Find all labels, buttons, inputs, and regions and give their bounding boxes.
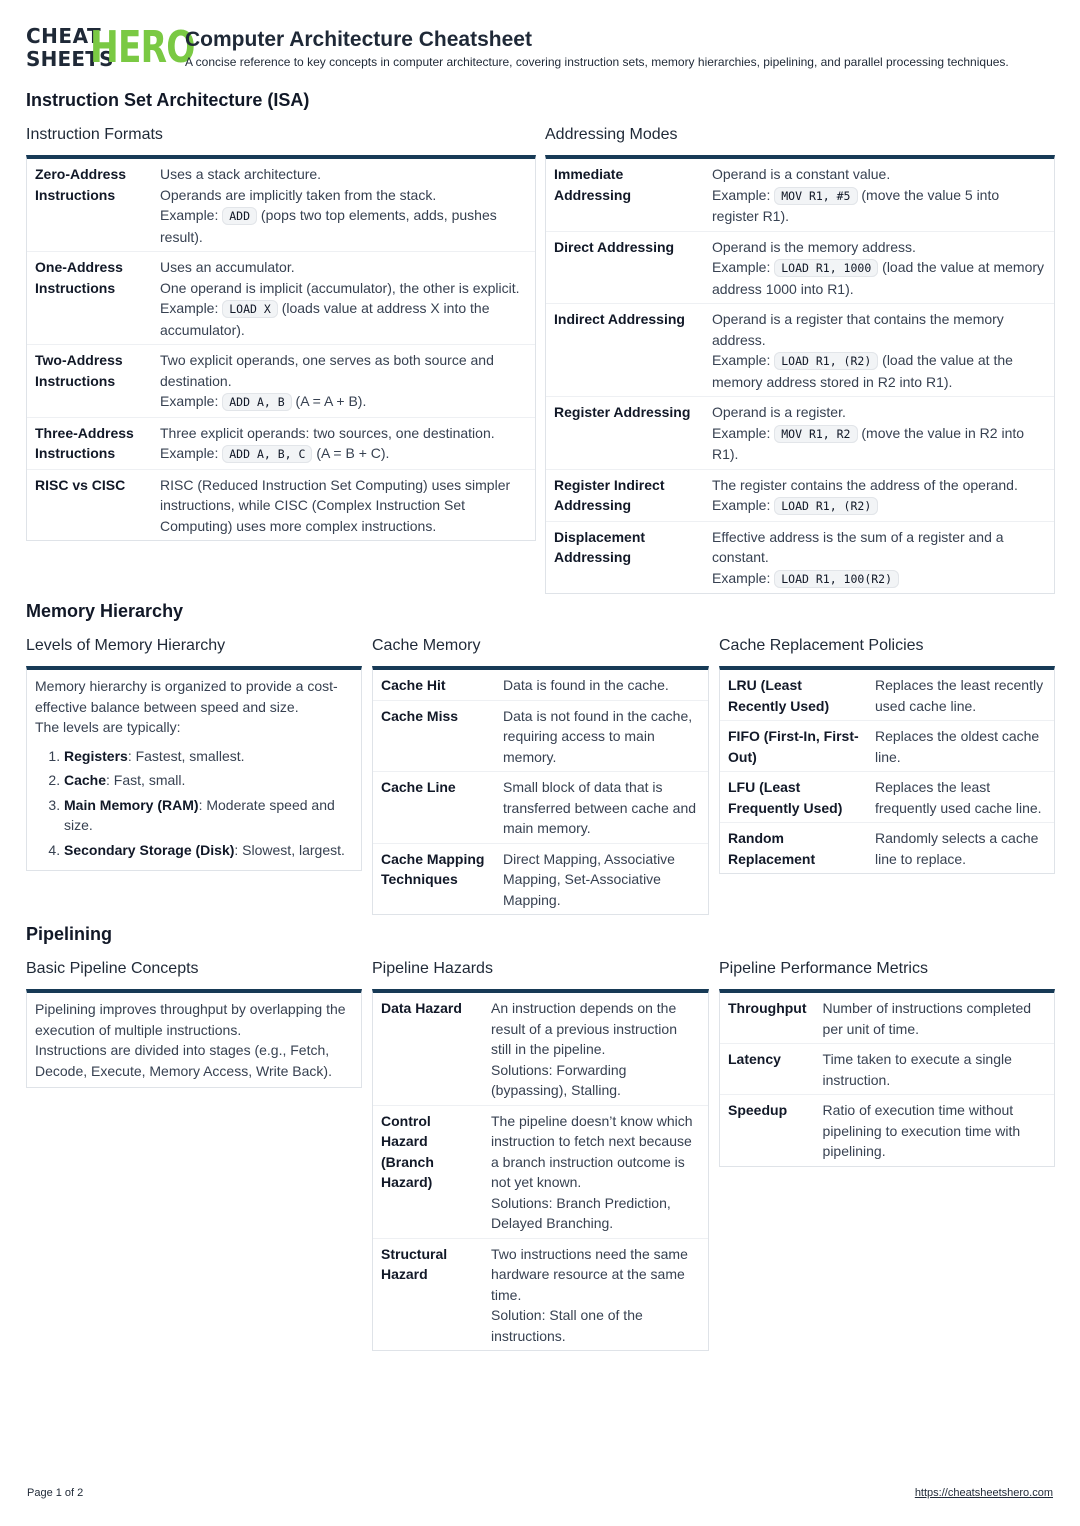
row-key: Register Addressing bbox=[546, 397, 704, 470]
row-line: Two explicit operands, one serves as both source and destination. bbox=[160, 352, 494, 389]
row-value bbox=[704, 304, 1054, 397]
row-line: Uses an accumulator. bbox=[160, 259, 295, 275]
example-note: (move the value in R2 into R1). bbox=[712, 424, 1025, 462]
row-key: LRU (Least Recently Used) bbox=[728, 677, 830, 714]
level-name: Registers bbox=[64, 747, 128, 764]
row-line: An instruction depends on the result of a previous instruction still in the pipeline. bbox=[491, 1000, 677, 1057]
card-memory-levels bbox=[26, 666, 362, 871]
card-title-basic-pipeline: Basic Pipeline Concepts bbox=[26, 960, 199, 977]
row-key: Direct Addressing bbox=[546, 231, 704, 304]
row-key: Zero-Address Instructions bbox=[35, 166, 127, 203]
table-row bbox=[373, 843, 708, 914]
level-name: Cache bbox=[64, 772, 107, 788]
logo-text-hero: HERO bbox=[90, 22, 195, 73]
table-row bbox=[546, 469, 1054, 521]
row-value: Data is found in the cache. bbox=[503, 677, 669, 693]
table-row bbox=[546, 304, 1054, 397]
row-key: Register Indirect Addressing bbox=[546, 469, 704, 521]
row-value: Direct Mapping, Associative Mapping, Set-Associative Mapping. bbox=[495, 843, 708, 914]
card-title-pipeline-metrics: Pipeline Performance Metrics bbox=[719, 960, 928, 977]
example-note: (loads value at address X into the accumulator). bbox=[160, 300, 490, 338]
page-title: Computer Architecture Cheatsheet bbox=[185, 28, 532, 51]
example-label: Example: bbox=[712, 259, 771, 275]
code-snippet: LOAD R1, (R2) bbox=[774, 497, 878, 515]
code-snippet: LOAD R1, 1000 bbox=[774, 259, 878, 277]
row-value bbox=[152, 252, 535, 345]
row-value: Data is not found in the cache, requiring access to main memory. bbox=[495, 700, 708, 772]
row-key: One-Address Instructions bbox=[27, 252, 152, 345]
row-line: Operands are implicitly taken from the stack. bbox=[160, 186, 437, 203]
code-snippet: ADD bbox=[222, 207, 257, 225]
row-line: Two instructions need the same hardware resource at the same time. bbox=[491, 1245, 688, 1303]
row-key: Latency bbox=[720, 1044, 815, 1095]
table-row bbox=[720, 772, 1054, 823]
table-row bbox=[720, 721, 1054, 772]
example-label: Example: bbox=[160, 300, 219, 316]
row-value: Number of instructions completed per unit of time. bbox=[822, 1000, 1032, 1037]
row-key: Cache Mapping Techniques bbox=[373, 843, 495, 914]
row-line: Solutions: Branch Prediction, Delayed Branching. bbox=[491, 1194, 671, 1231]
example-label: Example: bbox=[712, 424, 771, 441]
memory-levels-list bbox=[35, 746, 353, 861]
card-cache-replacement bbox=[719, 666, 1055, 874]
table-row bbox=[546, 397, 1054, 470]
row-line: Operand is a constant value. bbox=[712, 166, 891, 182]
table-row bbox=[546, 521, 1054, 593]
example-label: Example: bbox=[712, 569, 771, 586]
row-key: LFU (Least Frequently Used) bbox=[720, 772, 867, 823]
table-row bbox=[720, 993, 1054, 1044]
intro-text: Memory hierarchy is organized to provide a cost-effective balance between speed and size. bbox=[35, 678, 338, 715]
code-snippet: MOV R1, R2 bbox=[774, 425, 857, 443]
row-line: The pipeline doesn’t know which instruction to fetch next because a branch instruction outcome is not yet known. bbox=[491, 1112, 693, 1190]
example-note: (move the value 5 into register R1). bbox=[712, 186, 1000, 224]
list-item bbox=[64, 795, 353, 836]
row-line: Uses a stack architecture. bbox=[160, 166, 322, 182]
card-title-addressing-modes: Addressing Modes bbox=[545, 126, 678, 143]
row-line: Instructions are divided into stages (e.g., Fetch, Decode, Execute, Memory Access, Write Back). bbox=[35, 1042, 332, 1079]
example-label: Example: bbox=[160, 393, 219, 409]
example-label: Example: bbox=[712, 497, 771, 513]
code-snippet: ADD A, B, C bbox=[222, 445, 312, 463]
card-cache-memory bbox=[372, 666, 709, 915]
row-key: Control Hazard (Branch Hazard) bbox=[373, 1105, 483, 1238]
card-title-cache-replacement: Cache Replacement Policies bbox=[719, 637, 924, 654]
table-row bbox=[546, 231, 1054, 304]
row-value bbox=[704, 159, 1054, 231]
row-value bbox=[152, 345, 535, 418]
row-key: RISC vs CISC bbox=[27, 469, 152, 540]
table-row bbox=[373, 772, 708, 844]
table-row bbox=[373, 700, 708, 772]
row-key: Throughput bbox=[728, 1000, 807, 1016]
code-snippet: LOAD R1, (R2) bbox=[774, 352, 878, 370]
row-value bbox=[483, 993, 708, 1105]
section-title-memory-hierarchy: Memory Hierarchy bbox=[26, 601, 184, 621]
row-key: Random Replacement bbox=[720, 823, 867, 874]
table-row bbox=[27, 345, 535, 418]
row-line: Solutions: Forwarding (bypassing), Stalling. bbox=[491, 1061, 627, 1098]
table-row bbox=[720, 1095, 1054, 1166]
row-line: Three explicit operands: two sources, one destination. bbox=[160, 424, 495, 441]
card-title-cache-memory: Cache Memory bbox=[372, 637, 481, 654]
row-key: Immediate Addressing bbox=[554, 166, 632, 203]
row-value: Small block of data that is transferred between cache and main memory. bbox=[495, 772, 708, 844]
list-item bbox=[64, 746, 353, 767]
row-key: Two-Address Instructions bbox=[27, 345, 152, 418]
intro-text: The levels are typically: bbox=[35, 719, 181, 735]
code-snippet: ADD A, B bbox=[222, 393, 291, 411]
page-number: Page 1 of 2 bbox=[27, 1487, 84, 1499]
row-value bbox=[704, 469, 1054, 521]
list-item bbox=[64, 840, 353, 861]
row-value bbox=[704, 231, 1054, 304]
row-value bbox=[152, 417, 535, 469]
row-value: Time taken to execute a single instruction. bbox=[815, 1044, 1054, 1095]
row-line: Operand is the memory address. bbox=[712, 238, 916, 255]
card-basic-pipeline bbox=[26, 989, 362, 1088]
row-key: Cache Line bbox=[373, 772, 495, 844]
card-pipeline-hazards bbox=[372, 989, 709, 1351]
row-key: Cache Miss bbox=[373, 700, 495, 772]
level-name: Main Memory (RAM) bbox=[64, 796, 199, 813]
page-subtitle: A concise reference to key concepts in computer architecture, covering instruction sets, memory hierarchies, pipelining, and parallel processing techniques. bbox=[185, 55, 1009, 69]
level-desc: : Fastest, smallest. bbox=[127, 747, 245, 764]
row-key: Cache Hit bbox=[381, 677, 446, 693]
level-desc: : Moderate speed and size. bbox=[64, 796, 335, 833]
row-line: The register contains the address of the operand. bbox=[712, 476, 1018, 493]
cheatsheetshero-logo[interactable] bbox=[26, 22, 195, 73]
level-desc: : Fast, small. bbox=[106, 772, 186, 788]
row-key: FIFO (First-In, First-Out) bbox=[720, 721, 867, 772]
row-key: Data Hazard bbox=[381, 1000, 462, 1016]
page-header bbox=[26, 22, 1066, 73]
table-row bbox=[27, 417, 535, 469]
card-addressing-modes bbox=[545, 155, 1055, 594]
code-snippet: LOAD X bbox=[222, 300, 278, 318]
row-value: Ratio of execution time without pipelining to execution time with pipelining. bbox=[815, 1095, 1054, 1166]
row-line: Operand is a register. bbox=[712, 404, 846, 420]
row-line: Operand is a register that contains the memory address. bbox=[712, 311, 1004, 348]
row-line: Pipelining improves throughput by overlapping the execution of multiple instructions. bbox=[35, 1001, 346, 1038]
row-value bbox=[704, 397, 1054, 470]
row-value: Replaces the oldest cache line. bbox=[867, 721, 1054, 772]
row-key: Indirect Addressing bbox=[546, 304, 704, 397]
row-value: Randomly selects a cache line to replace. bbox=[867, 823, 1054, 874]
example-note: (A = A + B). bbox=[295, 393, 367, 409]
example-label: Example: bbox=[712, 186, 771, 203]
table-row bbox=[373, 1105, 708, 1238]
code-snippet: LOAD R1, 100(R2) bbox=[774, 570, 899, 588]
card-title-memory-levels: Levels of Memory Hierarchy bbox=[26, 637, 226, 654]
row-key: Structural Hazard bbox=[373, 1238, 483, 1350]
logo-text-sheets: SHEETS bbox=[26, 47, 114, 71]
row-value bbox=[483, 1105, 708, 1238]
row-key: Three-Address Instructions bbox=[27, 417, 152, 469]
card-title-instruction-formats: Instruction Formats bbox=[26, 126, 163, 143]
example-label: Example: bbox=[160, 445, 219, 461]
card-title-pipeline-hazards: Pipeline Hazards bbox=[372, 960, 493, 977]
example-note: (load the value at memory address 1000 into R1). bbox=[712, 259, 1045, 297]
row-value bbox=[152, 159, 535, 252]
table-row bbox=[373, 993, 708, 1105]
row-line: Effective address is the sum of a register and a constant. bbox=[712, 528, 1004, 565]
table-row bbox=[27, 252, 535, 345]
example-note: (pops two top elements, adds, pushes result). bbox=[160, 207, 497, 245]
row-value: RISC (Reduced Instruction Set Computing) uses simpler instructions, while CISC (Complex Instruction Set Computing) uses more complex instructions. bbox=[152, 469, 535, 540]
section-title-pipelining: Pipelining bbox=[26, 924, 113, 944]
table-row bbox=[720, 670, 1054, 721]
table-row bbox=[27, 469, 535, 540]
table-row bbox=[720, 1044, 1054, 1095]
card-instruction-formats bbox=[26, 155, 536, 541]
logo-text-cheat: CHEAT bbox=[26, 24, 102, 48]
example-note: (load the value at the memory address stored in R2 into R1). bbox=[712, 352, 1013, 390]
footer-link[interactable]: https://cheatsheetshero.com bbox=[914, 1487, 1053, 1499]
row-value: Replaces the least frequently used cache line. bbox=[867, 772, 1054, 823]
row-value bbox=[483, 1238, 708, 1350]
card-pipeline-metrics bbox=[719, 989, 1055, 1167]
example-label: Example: bbox=[712, 352, 771, 368]
list-item bbox=[64, 770, 353, 791]
section-title-isa: Instruction Set Architecture (ISA) bbox=[26, 90, 310, 110]
row-line: Solution: Stall one of the instructions. bbox=[491, 1307, 643, 1344]
row-value bbox=[704, 521, 1054, 593]
example-label: Example: bbox=[160, 207, 219, 223]
basic-pipeline-text bbox=[27, 993, 361, 1087]
row-key: Displacement Addressing bbox=[546, 521, 704, 593]
table-row bbox=[720, 823, 1054, 874]
code-snippet: MOV R1, #5 bbox=[774, 187, 857, 205]
table-row bbox=[373, 1238, 708, 1350]
table-row bbox=[27, 159, 535, 252]
table-row bbox=[373, 670, 708, 700]
row-key: Speedup bbox=[720, 1095, 815, 1166]
example-note: (A = B + C). bbox=[316, 445, 390, 461]
table-row bbox=[546, 159, 1054, 231]
row-value: Replaces the least recently used cache line. bbox=[875, 677, 1044, 714]
row-line: One operand is implicit (accumulator), the other is explicit. bbox=[160, 279, 520, 296]
level-name: Secondary Storage (Disk) bbox=[64, 841, 235, 858]
level-desc: : Slowest, largest. bbox=[234, 841, 345, 858]
memory-levels-text bbox=[27, 670, 361, 870]
